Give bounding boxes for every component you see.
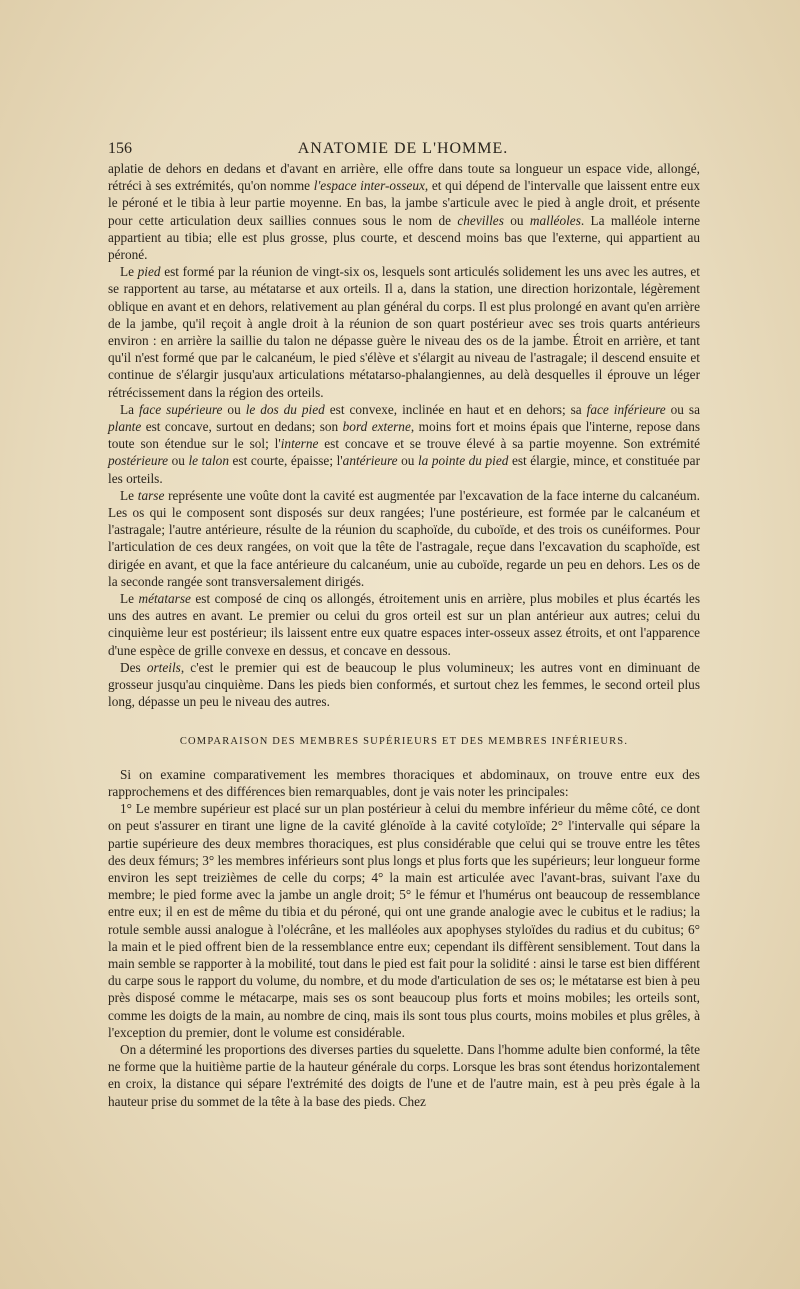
italic-term: face supérieure [138,401,223,417]
text-run: ou [397,453,418,469]
italic-term: l'espace inter-osseux [313,178,425,194]
italic-term: pied [137,264,161,280]
text-run: aplatie de dehors en dedans et d'avant en arrière, elle offre dans toute sa longueur un espace vide, allongé, rétréci à ses extrémités, qu'on nomme [108,161,700,194]
text-run: ou [503,212,530,228]
text-run: Des [120,659,147,675]
paragraph [108,1041,700,1110]
text-run: On a déterminé les proportions des diverses parties du squelette. Dans l'homme adulte bien conformé, la tête ne forme que la huitième partie de la hauteur générale du corps. Lorsque les bras sont étendus horizontalement en croix, la distance qui sépare l'extrémité des doigts de l'une et de l'autre main, est à peu près égale à la hauteur prise du sommet de la tête à la base des pieds. Chez [108,1041,700,1109]
text-run: . La malléole interne appartient au tibia; elle est plus grosse, plus courte, et descend moins bas que l'externe, qui appartient au péroné. [108,212,700,263]
text-run: Le [120,487,138,503]
italic-term: antérieure [342,453,398,469]
italic-term: plante [108,419,142,435]
text-run: est élargie, mince, et constituée par les orteils. [108,453,701,486]
text-run: est convexe, inclinée en haut et en dehors; sa [324,401,587,417]
text-run: est concave, surtout en dedans; son [141,419,343,435]
italic-term: le dos du pied [245,401,325,417]
text-run: ou sa [665,401,700,417]
text-run: , et qui dépend de l'intervalle que laissent entre eux le péroné et le tibia à leur partie moyenne. En bas, la jambe s'articule avec le pied à angle droit, et présente pour cette articulation deux saillies connues sous le nom de [108,178,700,228]
text-run: ou [222,401,246,417]
text-run: , moins fort et moins épais que l'interne, repose dans toute son étendue sur le sol; l' [108,419,701,452]
italic-term: interne [280,436,319,452]
italic-term: chevilles [457,212,504,228]
paragraph [108,800,700,1041]
italic-term: métatarse [138,591,191,607]
section-anatomy-text [108,160,700,711]
running-title: ANATOMIE DE L'HOMME. [297,140,509,157]
text-run: La [120,401,139,417]
body-text [108,160,700,1110]
text-run: ou [168,453,189,469]
italic-term: le talon [188,453,229,469]
text-run: est formé par la réunion de vingt-six os, lesquels sont articulés solidement les uns avec les autres, et se rapportent au tarse, au métatarse et aux orteils. Il a, dans la station, une direction horizontale, légèrement oblique en avant et en dehors, relativement au plan général du corps. Il est plus prolongé en avant qu'en arrière de la jambe, qu'il reçoit à angle droit à la réunion de son quart postérieur avec ses trois quarts antérieurs environ : en arrière la saillie du talon ne dépasse guère le niveau des os de la jambe. Étroit en arrière, et tant qu'il n'est formé que par le calcanéum, le pied s'élève et s'élargit au niveau de l'astragale; il descend ensuite et continue de s'élargir jusqu'aux articulations métatarso-phalangiennes, au delà desquelles il éprouve un léger rétrécissement dans la région des orteils. [108,264,700,400]
italic-term: postérieure [108,453,169,469]
text-run: représente une voûte dont la cavité est augmentée par l'excavation de la face interne du calcanéum. Les os qui le composent sont disposés sur deux rangées; l'une postérieure, est formée par le calcanéum et l'astragale; l'autre antérieure, résulte de la réunion du scaphoïde, du cuboïde, et des trois os cunéiformes. Pour l'articulation de ces deux rangées, on voit que la tête de l'astragale, reçue dans l'excavation du scaphoïde, est dirigée en avant, et que la face antérieure du calcanéum, unie au cuboïde, regarde un peu en dehors. Les os de la seconde rangée sont transversalement dirigés. [108,487,700,589]
paragraph [108,401,700,487]
italic-term: tarse [137,487,165,503]
text-run: Le [120,264,138,280]
text-run: 1° Le membre supérieur est placé sur un plan postérieur à celui du membre inférieur du même côté, ce dont on peut s'assurer en tirant une ligne de la cavité glénoïde à la cavité cotyloïde; 2° l'intervalle qui sépare la partie supérieure des deux membres thoraciques, est plus considérable que celui qui se trouve entre les têtes des deux fémurs; 3° les membres inférieurs sont plus longs et plus forts que les supérieurs; leur longueur forme environ les sept treizièmes de celle du corps; 4° la main est articulée avec l'avant-bras, suivant l'axe du membre; le pied forme avec la jambe un angle droit; 5° le fémur et l'humérus ont beaucoup de ressemblance entre eux; il en est de même du tibia et du péroné, qui ont une grande analogie avec le cubitus et le radius; la rotule semble aussi analogue à l'olécrâne, et les malléoles aux apophyses styloïdes du radius et du cubitus; 6° la main et le pied offrent bien de la ressemblance entre eux; cependant ils diffèrent sensiblement. Tout dans la main semble se rapporter à la mobilité, tout dans le pied est fait pour la solidité : ainsi le tarse est bien différent du carpe sous le rapport du volume, du nombre, et du mode d'articulation de ses os; le métatarse est bien à peu près disposé comme le métacarpe, mais ses os sont beaucoup plus forts et moins mobiles; les orteils sont, comme les doigts de la main, au nombre de cinq, mais ils sont tous plus courts, moins mobiles et plus grêles, à l'exception du premier, dont le volume est considérable. [108,801,700,1040]
section-comparison-text [108,766,700,1110]
italic-term: face inférieure [586,401,666,417]
text-run: Si on examine comparativement les membres thoraciques et abdominaux, on trouve entre eux des rapprochemens et des différences bien remarquables, dont je vais noter les principales: [108,766,700,799]
text-run: Le [120,591,139,607]
text-run: est composé de cinq os allongés, étroitement unis en arrière, plus mobiles et plus écartés les uns des autres en avant. Le premier ou celui du gros orteil est sur un plan antérieur aux autres; celui du cinquième leur est postérieur; ils laissent entre eux quatre espaces inter-osseux assez étroits, et ont l'apparence d'une espèce de grille convexe en dessus, et concave en dessous. [108,591,701,658]
italic-term: bord externe [342,419,411,435]
text-run: est concave et se trouve élevé à sa partie moyenne. Son extrémité [318,436,700,452]
paragraph [108,590,700,659]
paragraph [108,263,700,401]
text-run: , c'est le premier qui est de beaucoup le plus volumineux; les autres vont en diminuant de grosseur jusqu'au cinquième. Dans les pieds bien conformés, et surtout chez les femmes, le second orteil plus long, dépasse un peu le niveau des autres. [108,659,700,710]
italic-term: orteils [146,659,181,675]
paragraph [108,766,700,800]
section-heading: COMPARAISON DES MEMBRES SUPÉRIEURS ET DES MEMBRES INFÉRIEURS. [179,735,629,747]
paragraph [108,487,700,590]
paragraph [108,659,700,711]
italic-term: la pointe du pied [417,453,509,469]
italic-term: malléoles [529,212,581,228]
paragraph [108,160,700,263]
page-number: 156 [108,140,132,157]
text-run: est courte, épaisse; l' [228,453,343,469]
